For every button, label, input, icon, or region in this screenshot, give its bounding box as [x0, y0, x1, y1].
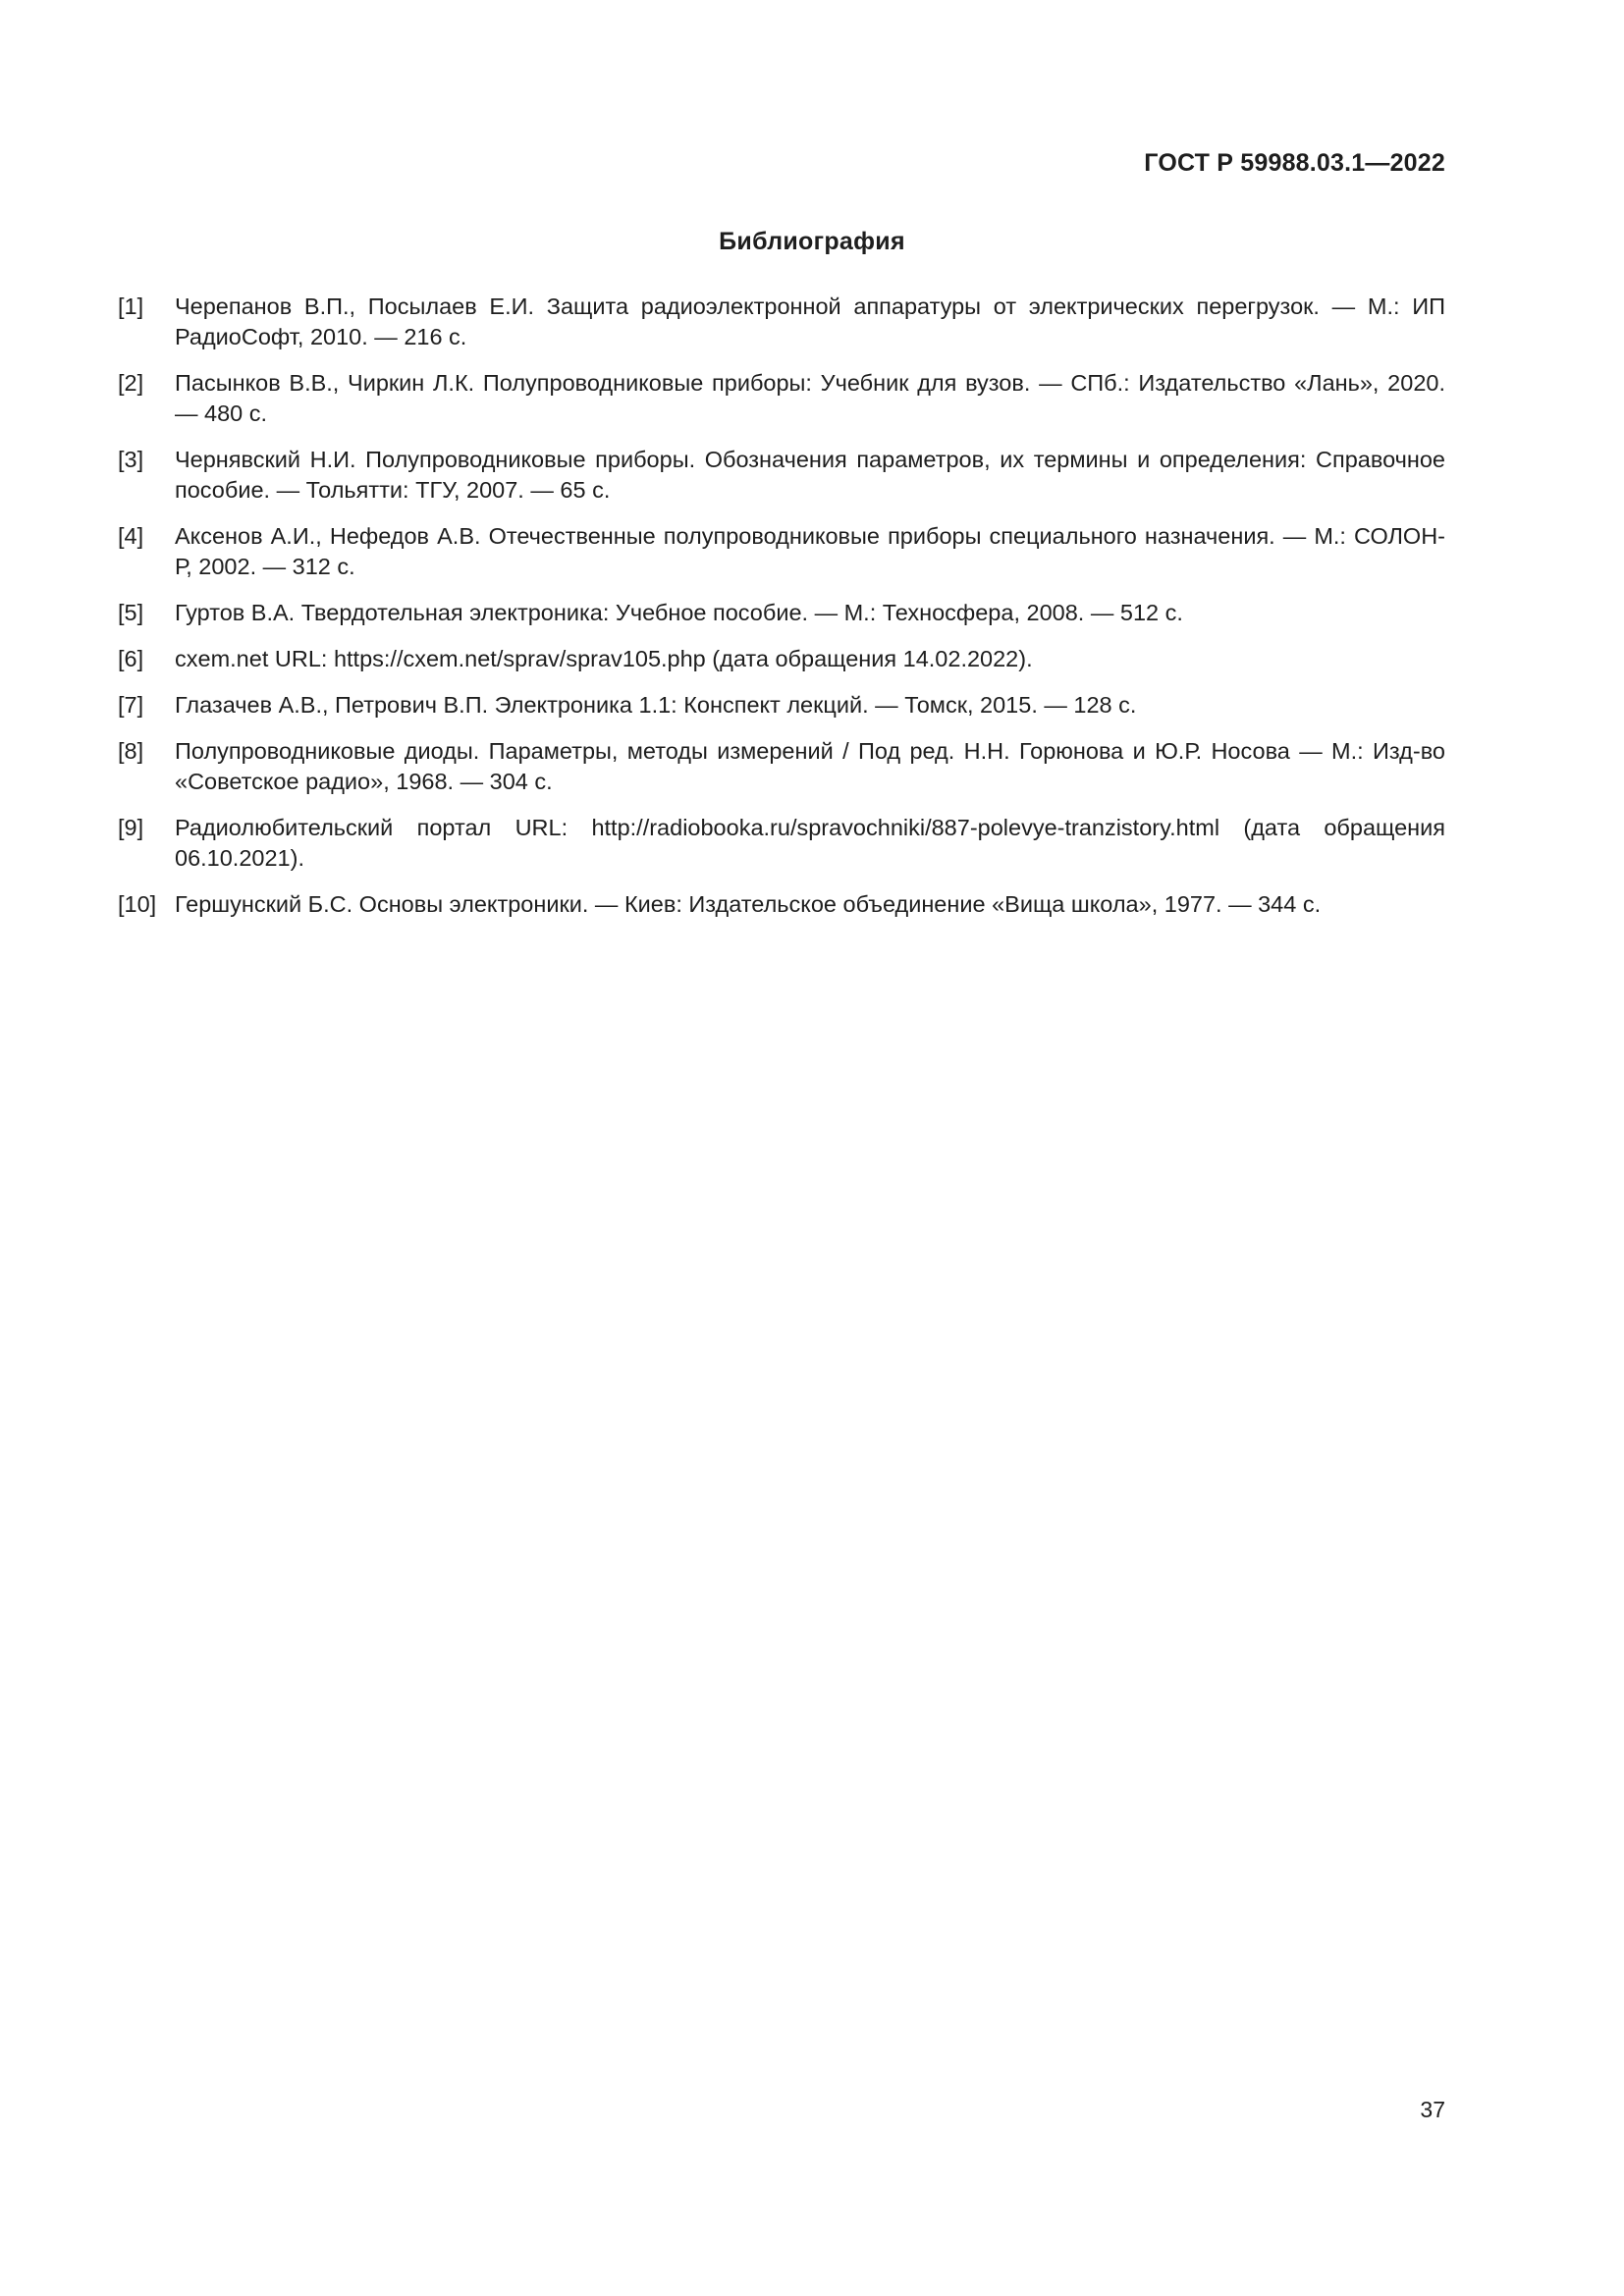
- bibliography-entry: [118, 889, 1445, 920]
- entry-number: [10]: [118, 891, 157, 917]
- entry-text: Чернявский Н.И. Полупроводниковые приборы. Обозначения параметров, их термины и определения: Справочное пособие. — Тольятти: ТГУ, 2007. — 65 с.: [175, 447, 1445, 503]
- entry-text: Пасынков В.В., Чиркин Л.К. Полупроводниковые приборы: Учебник для вузов. — СПб.: Издательство «Лань», 2020. — 480 с.: [175, 370, 1445, 426]
- page-number: 37: [1420, 2097, 1445, 2122]
- bibliography-entry: [118, 292, 1445, 352]
- entry-text: Полупроводниковые диоды. Параметры, методы измерений / Под ред. Н.Н. Горюнова и Ю.Р. Носова — М.: Изд-во «Советское радио», 1968. — 304 с.: [175, 738, 1445, 794]
- entry-text: Глазачев А.В., Петрович В.П. Электроника 1.1: Конспект лекций. — Томск, 2015. — 128 с.: [175, 692, 1137, 718]
- entry-text: Черепанов В.П., Посылаев Е.И. Защита радиоэлектронной аппаратуры от электрических перегрузок. — М.: ИП РадиоСофт, 2010. — 216 с.: [175, 294, 1445, 349]
- entry-number: [5]: [118, 600, 144, 625]
- bibliography-entry: [118, 521, 1445, 582]
- entry-number: [4]: [118, 523, 144, 549]
- entry-number: [9]: [118, 815, 144, 840]
- entry-number: [6]: [118, 646, 144, 671]
- entry-text: Радиолюбительский портал URL: http://radiobooka.ru/spravochniki/887-polevye-tranzistory.html (дата обращения 06.10.2021).: [175, 815, 1445, 871]
- entry-text: Аксенов А.И., Нефедов А.В. Отечественные полупроводниковые приборы специального назначения. — М.: СОЛОН-Р, 2002. — 312 с.: [175, 523, 1445, 579]
- bibliography-list: [118, 292, 1445, 935]
- entry-number: [1]: [118, 294, 144, 319]
- bibliography-entry: [118, 813, 1445, 874]
- entry-number: [2]: [118, 370, 144, 396]
- bibliography-entry: [118, 445, 1445, 506]
- bibliography-entry: [118, 598, 1445, 628]
- bibliography-entry: [118, 690, 1445, 721]
- document-code: ГОСТ Р 59988.03.1—2022: [1144, 149, 1445, 177]
- bibliography-entry: [118, 644, 1445, 674]
- entry-number: [7]: [118, 692, 144, 718]
- entry-number: [8]: [118, 738, 144, 764]
- entry-text: Гуртов В.А. Твердотельная электроника: Учебное пособие. — М.: Техносфера, 2008. — 512 с.: [175, 600, 1183, 625]
- entry-text: Гершунский Б.С. Основы электроники. — Киев: Издательское объединение «Вища школа», 1977. — 344 с.: [175, 891, 1322, 917]
- entry-text: cxem.net URL: https://cxem.net/sprav/sprav105.php (дата обращения 14.02.2022).: [175, 646, 1033, 671]
- bibliography-entry: [118, 368, 1445, 429]
- bibliography-entry: [118, 736, 1445, 797]
- entry-number: [3]: [118, 447, 144, 472]
- section-title: Библиография: [719, 228, 905, 255]
